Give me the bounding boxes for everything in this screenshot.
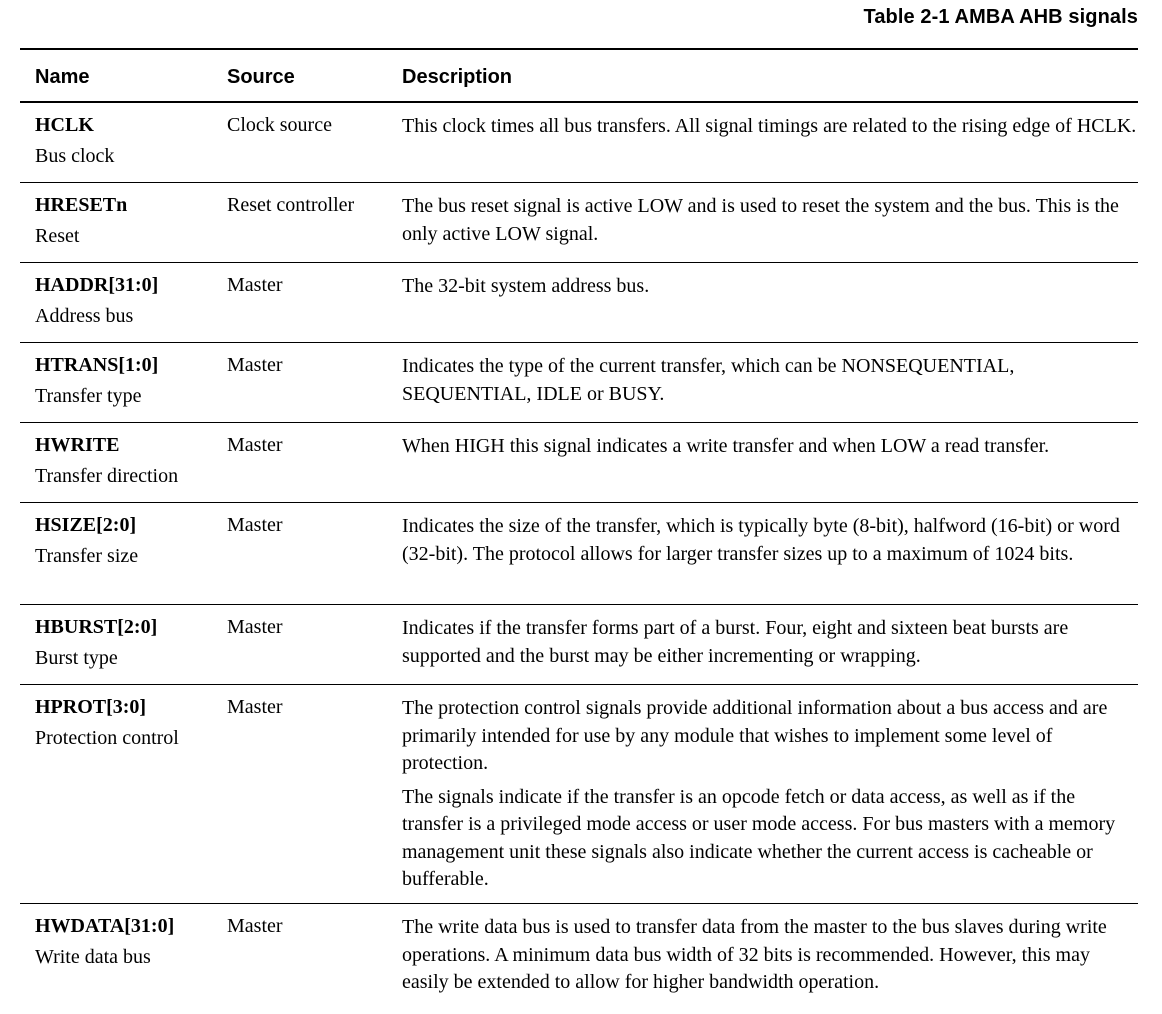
description-text: The signals indicate if the transfer is an opcode fetch or data access, as well as if the transfer is a privileged mode access or user mode access. For bus masters with a memory management unit these signals also indicate whether the current access is cacheable or bufferable. <box>402 785 1116 890</box>
description-cell <box>402 433 1138 461</box>
signal-label: Write data bus <box>35 946 151 968</box>
table-row <box>20 503 1138 605</box>
signal-label: Protection control <box>35 727 179 749</box>
source-cell: Master <box>227 274 283 296</box>
description-cell <box>402 513 1138 568</box>
description-cell <box>402 615 1138 670</box>
source-cell: Master <box>227 514 283 536</box>
signal-name: HCLK <box>35 114 94 136</box>
table-row <box>20 605 1138 685</box>
table-row <box>20 423 1138 503</box>
description-text: When HIGH this signal indicates a write transfer and when LOW a read transfer. <box>402 435 1050 457</box>
table-row <box>20 103 1138 183</box>
signal-label: Address bus <box>35 305 134 327</box>
description-text: The 32-bit system address bus. <box>402 275 650 297</box>
signal-name: HSIZE[2:0] <box>35 514 137 536</box>
name-cell <box>35 273 158 329</box>
name-cell <box>35 695 179 751</box>
signal-name: HWRITE <box>35 434 120 456</box>
signal-name: HRESETn <box>35 194 128 216</box>
description-text: The bus reset signal is active LOW and is used to reset the system and the bus. This is the only active LOW signal. <box>402 195 1119 245</box>
source-cell: Master <box>227 915 283 937</box>
name-cell <box>35 914 174 970</box>
description-cell <box>402 113 1138 141</box>
signal-label: Transfer size <box>35 545 139 567</box>
source-cell: Master <box>227 696 283 718</box>
table-row <box>20 263 1138 343</box>
description-text: Indicates the type of the current transfer, which can be NONSEQUENTIAL, SEQUENTIAL, IDLE or BUSY. <box>402 355 1015 405</box>
description-text: The protection control signals provide additional information about a bus access and are primarily intended for use by any module that wishes to implement some level of protection. <box>402 697 1108 774</box>
signal-name: HWDATA[31:0] <box>35 915 175 937</box>
source-cell: Master <box>227 616 283 638</box>
signal-label: Burst type <box>35 647 118 669</box>
source-cell: Master <box>227 434 283 456</box>
name-cell <box>35 433 178 489</box>
header-name: Name <box>35 66 90 88</box>
source-cell: Master <box>227 354 283 376</box>
name-cell <box>35 615 157 671</box>
header-description: Description <box>402 66 513 88</box>
name-cell <box>35 193 127 249</box>
description-cell <box>402 193 1138 248</box>
signal-name: HADDR[31:0] <box>35 274 159 296</box>
table-row <box>20 183 1138 263</box>
signal-name: HTRANS[1:0] <box>35 354 159 376</box>
signal-name: HBURST[2:0] <box>35 616 158 638</box>
name-cell <box>35 113 114 169</box>
table-caption: Table 2-1 AMBA AHB signals <box>863 6 1138 28</box>
name-cell <box>35 513 138 569</box>
header-source: Source <box>227 66 295 88</box>
description-text: Indicates if the transfer forms part of a burst. Four, eight and sixteen beat bursts are supported and the burst may be either incrementing or wrapping. <box>402 617 1069 667</box>
name-cell <box>35 353 158 409</box>
signal-name: HPROT[3:0] <box>35 696 147 718</box>
description-cell <box>402 914 1138 997</box>
source-cell: Clock source <box>227 114 332 136</box>
description-cell <box>402 695 1138 894</box>
description-cell <box>402 353 1138 408</box>
description-text: Indicates the size of the transfer, which is typically byte (8-bit), halfword (16-bit) or word (32-bit). The protocol allows for larger transfer sizes up to a maximum of 1024 bits. <box>402 515 1120 565</box>
table-row <box>20 343 1138 423</box>
signal-label: Reset <box>35 225 80 247</box>
table-row <box>20 904 1138 1014</box>
signal-label: Bus clock <box>35 145 115 167</box>
description-text: This clock times all bus transfers. All signal timings are related to the rising edge of HCLK. <box>402 115 1137 137</box>
table-row <box>20 685 1138 904</box>
signal-label: Transfer type <box>35 385 142 407</box>
signals-table <box>20 48 1138 1014</box>
table-header <box>20 48 1138 103</box>
signal-label: Transfer direction <box>35 465 179 487</box>
source-cell: Reset controller <box>227 194 355 216</box>
description-cell <box>402 273 1138 301</box>
description-text: The write data bus is used to transfer data from the master to the bus slaves during write operations. A minimum data bus width of 32 bits is recommended. However, this may easily be extended to allow for higher bandwidth operation. <box>402 916 1107 993</box>
